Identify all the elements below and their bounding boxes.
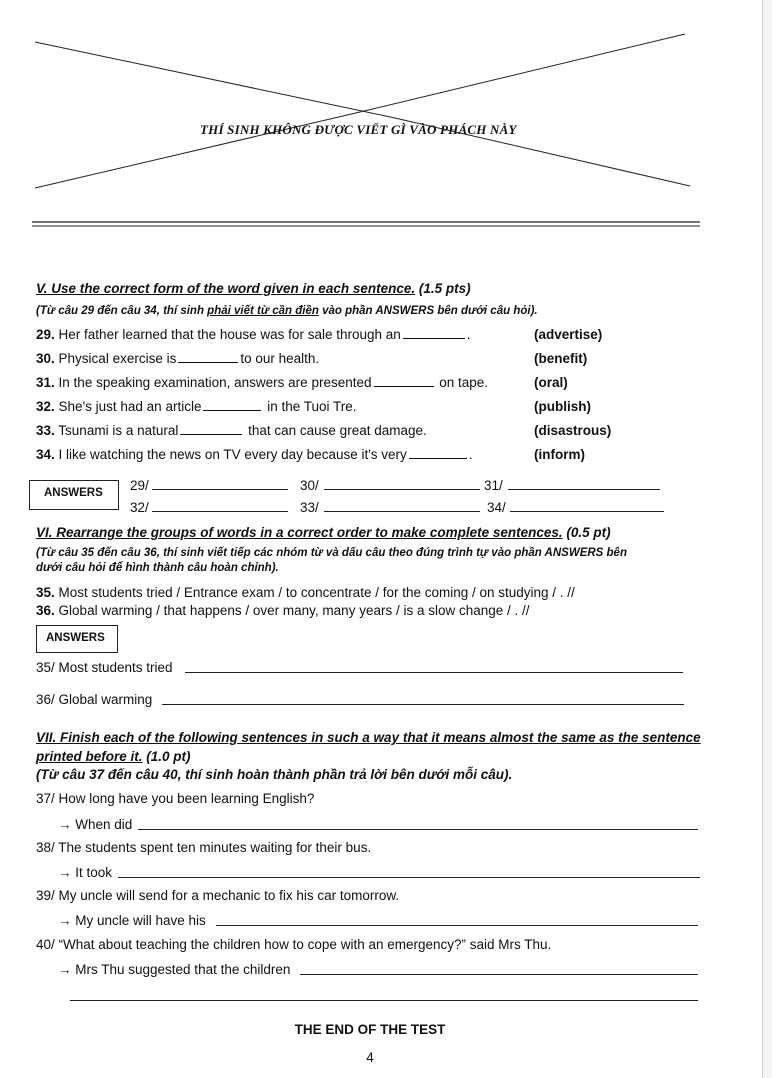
answer-line[interactable]: [300, 974, 698, 975]
word-cue: (advertise): [534, 327, 603, 342]
question-text: In the speaking examination, answers are presented: [58, 375, 372, 390]
section-7-points: (1.0 pt): [146, 749, 191, 764]
answer-line[interactable]: [138, 829, 698, 830]
question-text: .: [468, 447, 473, 462]
question-40: 40/ “What about teaching the children how to cope with an emergency?” said Mrs Thu.: [36, 937, 552, 952]
question-text: that can cause great damage.: [248, 423, 427, 438]
question-37: 37/ How long have you been learning English?: [36, 791, 315, 806]
answer-37-prompt: → When did: [58, 817, 133, 832]
instruction-part: vào phần ANSWERS bên dưới câu hỏi).: [318, 305, 538, 317]
answer-38-prompt: → It took: [58, 865, 113, 880]
answer-line[interactable]: [152, 489, 288, 490]
page-number: 4: [366, 1050, 374, 1065]
answer-slot-34: 34/: [487, 500, 506, 515]
answer-36-prompt: 36/ Global warming: [36, 692, 153, 707]
word-cue: (publish): [534, 399, 591, 414]
section-5-heading: [36, 281, 471, 296]
section-7-title-line1: VII. Finish each of the following sentences in such a way that it means almost the same as the sentence: [36, 730, 701, 745]
answer-slot-31: 31/: [484, 478, 503, 493]
question-text: Physical exercise is: [58, 351, 177, 366]
question-32: [36, 399, 357, 414]
no-writing-stamp: THÍ SINH KHÔNG ĐƯỢC VIẾT GÌ VÀO PHÁCH NÀY: [200, 122, 517, 137]
question-text: to our health.: [240, 351, 320, 366]
answers-label: ANSWERS: [44, 487, 103, 499]
section-6-points: (0.5 pt): [566, 525, 611, 540]
answer-slot-30: 30/: [300, 478, 319, 493]
section-7-title-line2: printed before it.: [36, 749, 143, 764]
answer-35-prompt: 35/ Most students tried: [36, 660, 173, 675]
answers-label: ANSWERS: [46, 632, 105, 644]
question-29: [36, 327, 471, 342]
question-31: [36, 375, 488, 390]
fill-blank[interactable]: [403, 327, 465, 339]
fill-blank[interactable]: [178, 351, 238, 363]
answer-line[interactable]: [324, 511, 480, 512]
question-text: She's just had an article: [58, 399, 202, 414]
question-36: [36, 603, 530, 618]
header-cross-out: [0, 0, 772, 240]
answer-line[interactable]: [70, 1000, 698, 1001]
question-text: in the Tuoi Tre.: [267, 399, 357, 414]
answer-line[interactable]: [162, 704, 684, 705]
question-33: [36, 423, 427, 438]
instruction-underlined: phải viết từ cần điền: [207, 305, 319, 317]
word-cue: (benefit): [534, 351, 588, 366]
fill-blank[interactable]: [409, 447, 467, 459]
question-number: 34.: [36, 447, 55, 462]
answer-line[interactable]: [118, 877, 700, 878]
word-cue: (oral): [534, 375, 568, 390]
question-number: 36.: [36, 603, 55, 618]
section-5-instruction: [36, 305, 538, 317]
answer-slot-32: 32/: [130, 500, 149, 515]
question-text: on tape.: [439, 375, 489, 390]
section-6-heading: [36, 525, 611, 540]
page-edge: [762, 0, 772, 1078]
instruction-part: (Từ câu 29 đến câu 34, thí sinh: [36, 305, 208, 317]
question-text: Tsunami is a natural: [58, 423, 179, 438]
fill-blank[interactable]: [374, 375, 434, 387]
answer-line[interactable]: [152, 511, 288, 512]
question-30: [36, 351, 319, 366]
question-text: .: [466, 327, 471, 342]
answer-line[interactable]: [324, 489, 480, 490]
answer-line[interactable]: [216, 925, 698, 926]
answer-40-prompt: → Mrs Thu suggested that the children: [58, 962, 291, 977]
section-6-instruction-line2: dưới câu hỏi để hình thành câu hoàn chỉnh).: [36, 562, 279, 574]
question-text: Global warming / that happens / over many, many years / is a slow change / . //: [58, 603, 530, 618]
section-7-instruction: (Từ câu 37 đến câu 40, thí sinh hoàn thành phần trả lời bên dưới mỗi câu).: [36, 767, 513, 782]
section-6-instruction-line1: (Từ câu 35 đến câu 36, thí sinh viết tiếp các nhóm từ và dấu câu theo đúng trình tự vào phần ANSWERS bên: [36, 547, 627, 559]
fill-blank[interactable]: [180, 423, 242, 435]
question-number: 29.: [36, 327, 55, 342]
question-text: Most students tried / Entrance exam / to concentrate / for the coming / on studying / . //: [58, 585, 575, 600]
answer-slot-29: 29/: [130, 478, 149, 493]
question-number: 33.: [36, 423, 55, 438]
answer-line[interactable]: [510, 511, 664, 512]
section-7-heading-line2: [36, 749, 191, 764]
section-5-title: V. Use the correct form of the word given in each sentence.: [36, 281, 416, 296]
answer-line[interactable]: [185, 672, 683, 673]
question-35: [36, 585, 575, 600]
question-text: Her father learned that the house was for sale through an: [58, 327, 401, 342]
question-number: 30.: [36, 351, 55, 366]
word-cue: (disastrous): [534, 423, 612, 438]
question-38: 38/ The students spent ten minutes waiting for their bus.: [36, 840, 372, 855]
word-cue: (inform): [534, 447, 585, 462]
end-of-test: THE END OF THE TEST: [294, 1022, 446, 1037]
question-number: 31.: [36, 375, 55, 390]
section-6-title: VI. Rearrange the groups of words in a correct order to make complete sentences.: [36, 525, 563, 540]
answer-39-prompt: → My uncle will have his: [58, 913, 206, 928]
section-5-points: (1.5 pts): [418, 281, 471, 296]
fill-blank[interactable]: [203, 399, 261, 411]
answer-line[interactable]: [508, 489, 660, 490]
question-34: [36, 447, 473, 462]
question-39: 39/ My uncle will send for a mechanic to fix his car tomorrow.: [36, 888, 400, 903]
question-number: 32.: [36, 399, 55, 414]
question-text: I like watching the news on TV every day because it's very: [58, 447, 407, 462]
answer-slot-33: 33/: [300, 500, 319, 515]
question-number: 35.: [36, 585, 55, 600]
